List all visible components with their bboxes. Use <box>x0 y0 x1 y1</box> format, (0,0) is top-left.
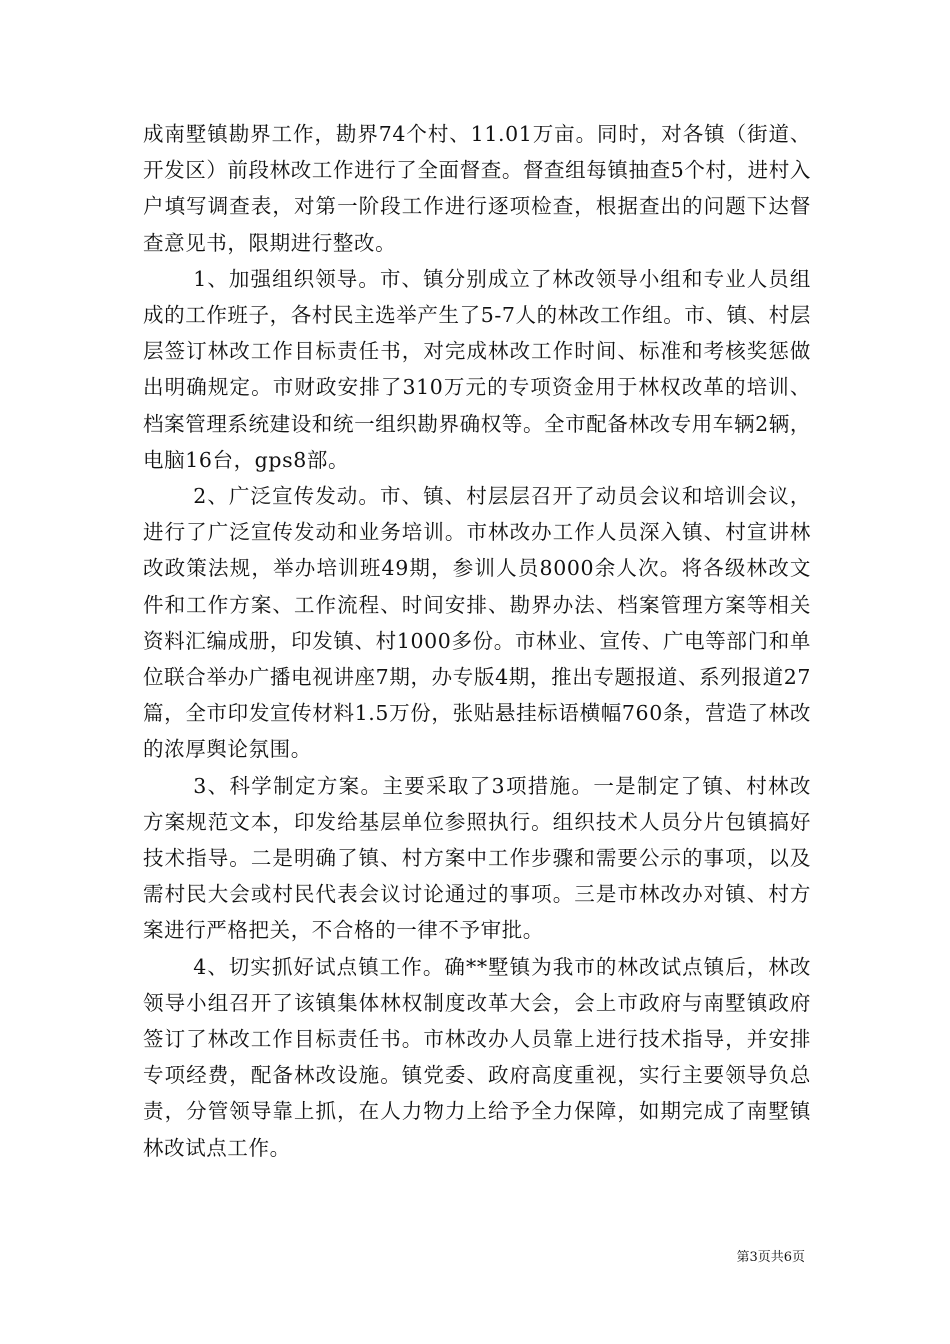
page-number: 第3页共6页 <box>736 1250 805 1265</box>
paragraph-pilot-town: 4、切实抓好试点镇工作。确**墅镇为我市的林改试点镇后，林改领导小组召开了该镇集体林权制度改革大会，会上市政府与南墅镇政府签订了林改工作目标责任书。市林改办人员靠上进行技术指导，并安排专项经费，配备林改设施。镇党委、政府高度重视，实行主要领导负总责，分管领导靠上抓，在人力物力上给予全力保障，如期完成了南墅镇林改试点工作。 <box>143 954 811 1160</box>
paragraph-publicity: 2、广泛宣传发动。市、镇、村层层召开了动员会议和培训会议，进行了广泛宣传发动和业务培训。市林改办工作人员深入镇、村宣讲林改政策法规，举办培训班49期，参训人员8000余人次。将各级林改文件和工作方案、工作流程、时间安排、勘界办法、档案管理方案等相关资料汇编成册，印发镇、村1000多份。市林业、宣传、广电等部门和单位联合举办广播电视讲座7期，办专版4期，推出专题报道、系列报道27篇，全市印发宣传材料1.5万份，张贴悬挂标语横幅760条，营造了林改的浓厚舆论氛围。 <box>143 484 812 762</box>
paragraph-planning: 3、科学制定方案。主要采取了3项措施。一是制定了镇、村林改方案规范文本，印发给基层单位参照执行。组织技术人员分片包镇搞好技术指导。二是明确了镇、村方案中工作步骤和需要公示的事项，以及需村民大会或村民代表会议讨论通过的事项。三是市林改办对镇、村方案进行严格把关，不合格的一律不予审批。 <box>143 773 811 943</box>
paragraph-continuation: 成南墅镇勘界工作，勘界74个村、11.01万亩。同时，对各镇（街道、开发区）前段林改工作进行了全面督查。督查组每镇抽查5个村，进村入户填写调查表，对第一阶段工作进行逐项检查，根据查出的问题下达督查意见书，限期进行整改。 <box>143 122 811 255</box>
document-body <box>143 116 811 1166</box>
paragraph-organization: 1、加强组织领导。市、镇分别成立了林改领导小组和专业人员组成的工作班子，各村民主选举产生了5-7人的林改工作组。市、镇、村层层签订林改工作目标责任书，对完成林改工作时间、标准和考核奖惩做出明确规定。市财政安排了310万元的专项资金用于林权改革的培训、档案管理系统建设和统一组织勘界确权等。全市配备林改专用车辆2辆，电脑16台，gps8部。 <box>143 266 811 472</box>
